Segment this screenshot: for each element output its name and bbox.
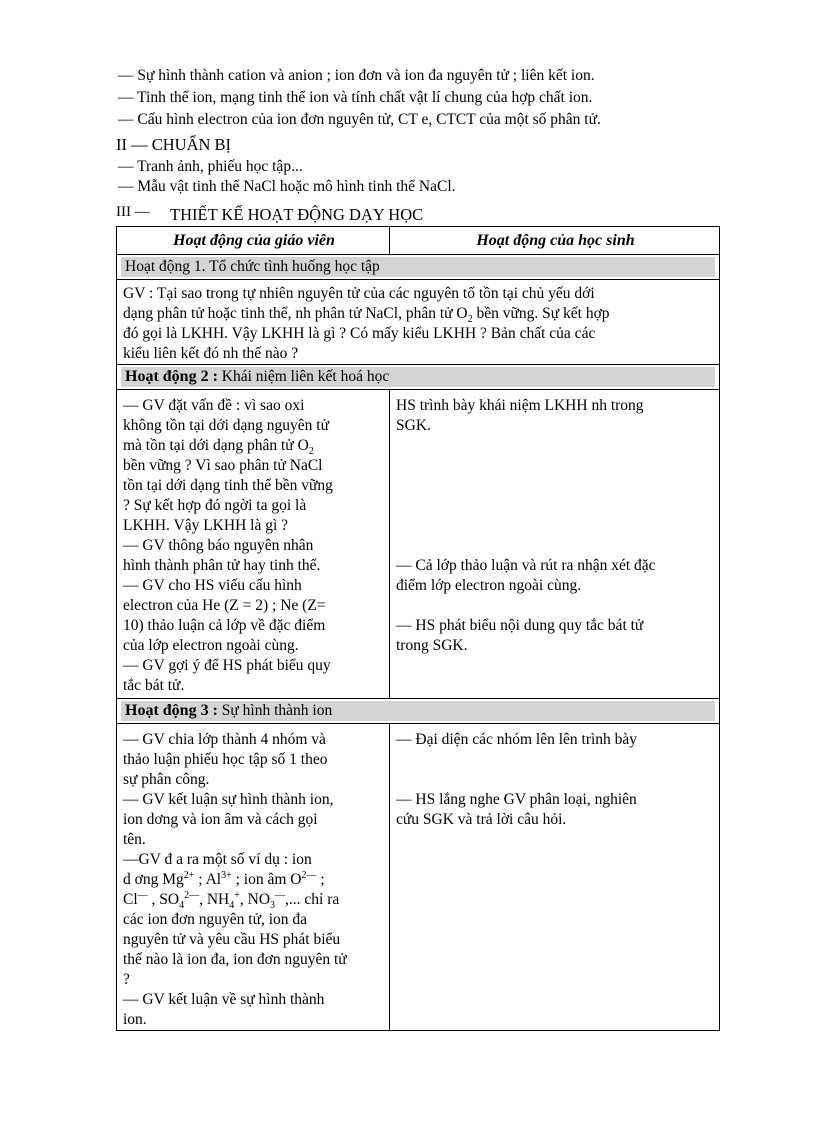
student-line: SGK.: [396, 417, 431, 434]
section-2-title: II — CHUẨN BỊ: [116, 135, 232, 154]
activity-2-label: Hoạt động 2 :: [125, 368, 218, 385]
activity-2-student-cell: [390, 390, 720, 699]
charge: —: [137, 889, 148, 901]
teacher-line: bền vững ? Vì sao phân tử NaCl: [123, 457, 323, 474]
teacher-line: sự phân công.: [123, 771, 210, 788]
teacher-line: — GV gợi ý để HS phát biểu quy: [123, 657, 331, 674]
ion-text: d ơng Mg: [123, 871, 184, 888]
student-line: điểm lớp electron ngoài cùng.: [396, 577, 582, 594]
subscript: 2: [467, 314, 473, 326]
activity-2-topic: Khái niệm liên kết hoá học: [217, 368, 390, 385]
teacher-line: — GV cho HS viếu cấu hình: [123, 577, 302, 594]
teacher-line: ?: [123, 971, 130, 988]
teacher-line: ? Sự kết hợp đó ngời ta gọi là: [123, 497, 307, 514]
subscript: 4: [229, 900, 235, 912]
teacher-line: ion dơng và ion âm và cách gọi: [123, 811, 318, 828]
ion-text: ;: [316, 871, 325, 888]
student-line: HS trình bày khái niệm LKHH nh trong: [396, 397, 644, 414]
teacher-column-header: Hoạt động của giáo viên: [117, 227, 390, 255]
activity-2-body-row: [117, 390, 720, 699]
intro-bullet: — Tinh thể ion, mạng tinh thể ion và tính chất vật lí chung của hợp chất ion.: [118, 89, 593, 106]
activity-3-body-row: [117, 724, 720, 1031]
subscript: 4: [179, 900, 185, 912]
lesson-activity-table: [116, 226, 720, 1031]
teacher-line: tên.: [123, 831, 146, 848]
charge: 2—: [184, 889, 200, 901]
activity-2-title-row: [117, 365, 720, 390]
subscript: 3: [270, 900, 276, 912]
subscript: 2: [308, 446, 314, 458]
ion-examples-line: [123, 890, 385, 910]
ion-text: , NO: [239, 891, 271, 908]
section-2-item: — Tranh ảnh, phiếu học tập...: [118, 158, 303, 175]
charge: —: [275, 889, 286, 901]
teacher-line: [123, 436, 385, 456]
teacher-line: — GV thông báo nguyên nhân: [123, 537, 314, 554]
teacher-line: tắc bát tử.: [123, 677, 185, 694]
activity-2-title: [121, 367, 715, 387]
teacher-line: ion.: [123, 1011, 147, 1028]
student-line: — Đại diện các nhóm lên lên trình bày: [396, 731, 638, 748]
activity-3-teacher-cell: [117, 724, 390, 1031]
student-column-header: Hoạt động của học sinh: [390, 227, 720, 255]
teacher-line: — GV đặt vấn đề : vì sao oxi: [123, 397, 305, 414]
activity-1-title: Hoạt động 1. Tổ chức tình huống học tập: [121, 257, 715, 277]
activity-1-line: đó gọi là LKHH. Vậy LKHH là gì ? Có mấy kiểu LKHH ? Bản chất của các: [123, 325, 596, 342]
activity-1-line: GV : Tại sao trong tự nhiên nguyên tử của các nguyên tố tồn tại chủ yếu dới: [123, 285, 595, 302]
teacher-line: thảo luận phiếu học tập số 1 theo: [123, 751, 328, 768]
activity-1-body-row: [117, 280, 720, 365]
activity-3-title-row: [117, 699, 720, 724]
ion-text: ,... chỉ ra: [285, 891, 340, 908]
charge: 2—: [301, 869, 317, 881]
student-line: — HS lắng nghe GV phân loại, nghiên: [396, 791, 637, 808]
ion-text: Cl: [123, 891, 138, 908]
teacher-line: — GV chia lớp thành 4 nhóm và: [123, 731, 326, 748]
student-line: — HS phát biểu nội dung quy tắc bát tử: [396, 617, 644, 634]
teacher-line: — GV kết luận về sự hình thành: [123, 991, 325, 1008]
activity-1-line: [123, 304, 715, 324]
intro-bullet: — Sự hình thành cation và anion ; ion đơn và ion đa nguyên tử ; liên kết ion.: [118, 67, 595, 84]
section-3-number: III —: [116, 204, 150, 220]
section-2-item: — Mẫu vật tinh thể NaCl hoặc mô hình tinh thể NaCl.: [118, 178, 456, 195]
student-line: cứu SGK và trả lời câu hỏi.: [396, 811, 567, 828]
teacher-line: LKHH. Vậy LKHH là gì ?: [123, 517, 289, 534]
charge: +: [234, 889, 240, 901]
teacher-line: không tồn tại dới dạng nguyên tử: [123, 417, 330, 434]
student-line: — Cả lớp thảo luận và rút ra nhận xét đặc: [396, 557, 656, 574]
intro-bullet: — Cấu hình electron của ion đơn nguyên tử, CT e, CTCT của một số phân tử.: [118, 111, 601, 128]
activity-1-line: kiểu liên kết đó nh thế nào ?: [123, 345, 299, 362]
teacher-line: nguyên tử và yêu cầu HS phát biểu: [123, 931, 341, 948]
ion-text: ; Al: [194, 871, 222, 888]
activity-1-text: bền vững. Sự kết hợp: [472, 305, 610, 322]
ion-examples-line: [123, 870, 385, 890]
teacher-line: hình thành phân tử hay tinh thể.: [123, 557, 321, 574]
teacher-line: — GV kết luận sự hình thành ion,: [123, 791, 334, 808]
ion-text: ; ion âm O: [231, 871, 302, 888]
section-3-title: THIẾT KẾ HOẠT ĐỘNG DẠY HỌC: [170, 205, 424, 224]
activity-1-body: [117, 280, 720, 365]
activity-1-text: dạng phân tử hoặc tinh thể, nh phân tử NaCl, phân tử O: [123, 305, 468, 322]
activity-3-title: [121, 701, 715, 721]
charge: 3+: [221, 869, 232, 881]
activity-3-label: Hoạt động 3 :: [125, 702, 218, 719]
ion-text: , NH: [199, 891, 230, 908]
table-header-row: [117, 227, 720, 255]
charge: 2+: [183, 869, 195, 881]
activity-3-topic: Sự hình thành ion: [217, 702, 333, 719]
teacher-text: mà tồn tại dới dạng phân tử O: [123, 437, 309, 454]
teacher-line: electron của He (Z = 2) ; Ne (Z=: [123, 597, 326, 614]
teacher-line: các ion đơn nguyên tử, ion đa: [123, 911, 308, 928]
activity-1-title-row: [117, 255, 720, 280]
teacher-line: tồn tại dới dạng tinh thể bền vững: [123, 477, 333, 494]
teacher-line: thế nào là ion đa, ion đơn nguyên tử: [123, 951, 347, 968]
teacher-line: của lớp electron ngoài cùng.: [123, 637, 299, 654]
teacher-line: 10) thảo luận cả lớp về đặc điểm: [123, 617, 326, 634]
activity-3-student-cell: [390, 724, 720, 1031]
student-line: trong SGK.: [396, 637, 468, 654]
ion-text: , SO: [147, 891, 180, 908]
activity-2-teacher-cell: [117, 390, 390, 699]
teacher-line: —GV đ a ra một số ví dụ : ion: [123, 851, 312, 868]
